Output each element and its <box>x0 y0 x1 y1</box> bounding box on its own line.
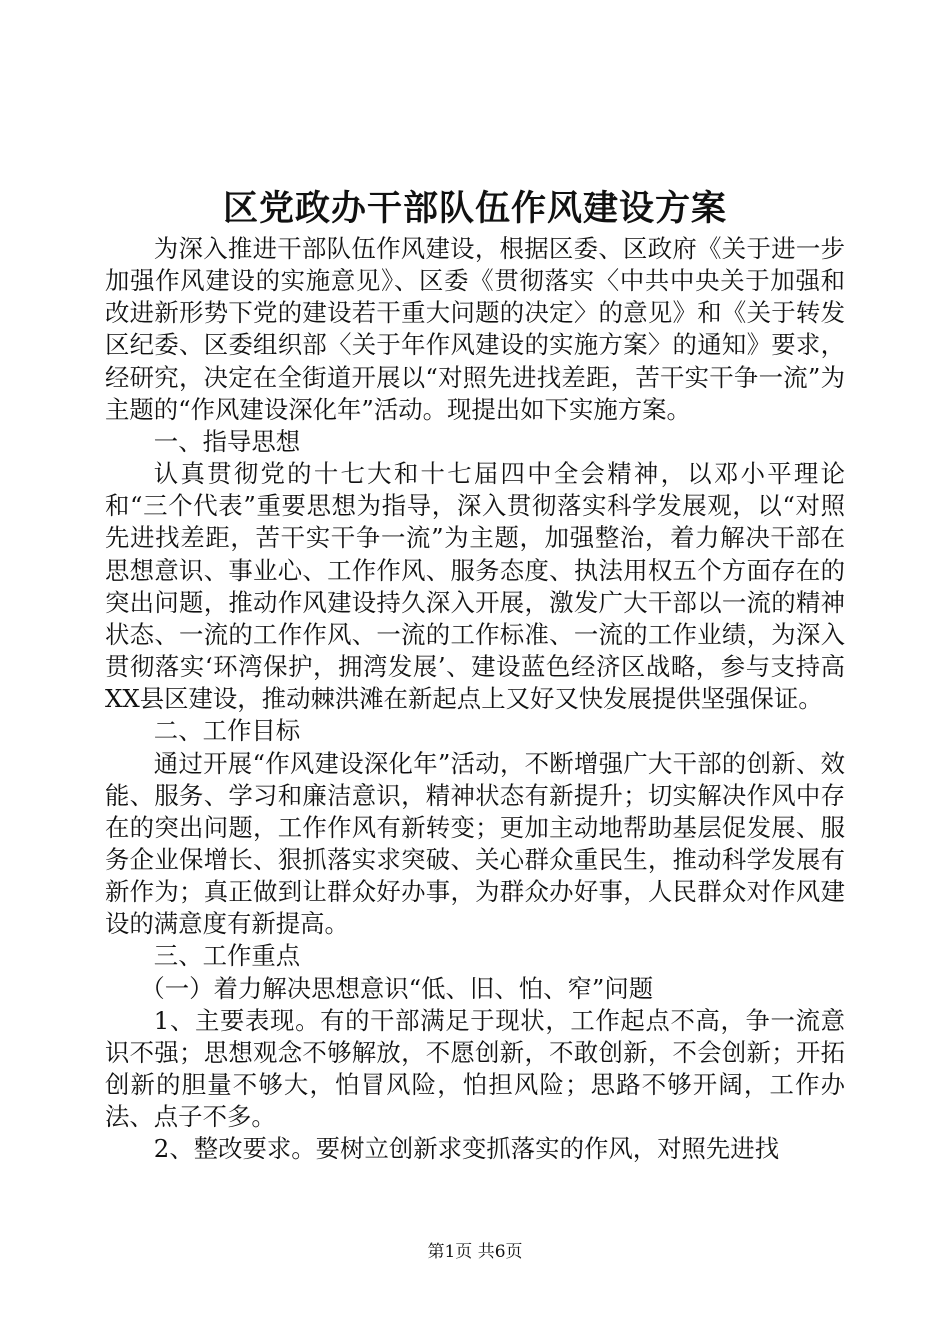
paragraph-main-manifestation: 1、主要表现。有的干部满足于现状，工作起点不高，争一流意识不强；思想观念不够解放，不愿创新，不敢创新，不会创新；开拓创新的胆量不够大，怕冒风险，怕担风险；思路不够开阔，工作办法、点子不多。 <box>105 1005 845 1132</box>
page-footer: 第1页 共6页 <box>427 1242 523 1262</box>
document-title: 区党政办干部队伍作风建设方案 <box>222 188 727 229</box>
section-heading-work-goals: 二、工作目标 <box>153 716 301 746</box>
paragraph-guiding-thought: 认真贯彻党的十七大和十七届四中全会精神，以邓小平理论和“三个代表”重要思想为指导，深入贯彻落实科学发展观，以“对照先进找差距，苦干实干争一流”为主题，加强整治，着力解决干部在思想意识、事业心、工作作风、服务态度、执法用权五个方面存在的突出问题，推动作风建设持久深入开展，激发广大干部以一流的精神状态、一流的工作作风、一流的工作标准、一流的工作业绩，为深入贯彻落实‘环湾保护，拥湾发展’、建设蓝色经济区战略，参与支持高XX县区建设，推动棘洪滩在新起点上又好又快发展提供坚强保证。 <box>105 459 845 714</box>
paragraph-rectification: 2、整改要求。要树立创新求变抓落实的作风，对照先进找 <box>153 1134 780 1164</box>
subsection-heading-1: （一）着力解决思想意识“低、旧、怕、窄”问题 <box>140 973 654 1003</box>
paragraph-work-goals: 通过开展“作风建设深化年”活动，不断增强广大干部的创新、效能、服务、学习和廉洁意识，精神状态有新提升；切实解决作风中存在的突出问题，工作作风有新转变；更加主动地帮助基层促发展、服务企业保增长、狠抓落实求突破、关心群众重民生，推动科学发展有新作为；真正做到让群众好办事，为群众办好事，人民群众对作风建设的满意度有新提高。 <box>105 748 845 939</box>
document-body <box>105 233 845 1166</box>
section-heading-guiding-thought: 一、指导思想 <box>153 426 301 456</box>
paragraph-intro: 为深入推进干部队伍作风建设，根据区委、区政府《关于进一步加强作风建设的实施意见》、区委《贯彻落实〈中共中央关于加强和改进新形势下党的建设若干重大问题的决定〉的意见》和《关于转发区纪委、区委组织部〈关于年作风建设的实施方案〉的通知》要求，经研究，决定在全街道开展以“对照先进找差距，苦干实干争一流”为主题的“作风建设深化年”活动。现提出如下实施方案。 <box>105 234 845 424</box>
section-heading-work-focus: 三、工作重点 <box>153 941 301 971</box>
